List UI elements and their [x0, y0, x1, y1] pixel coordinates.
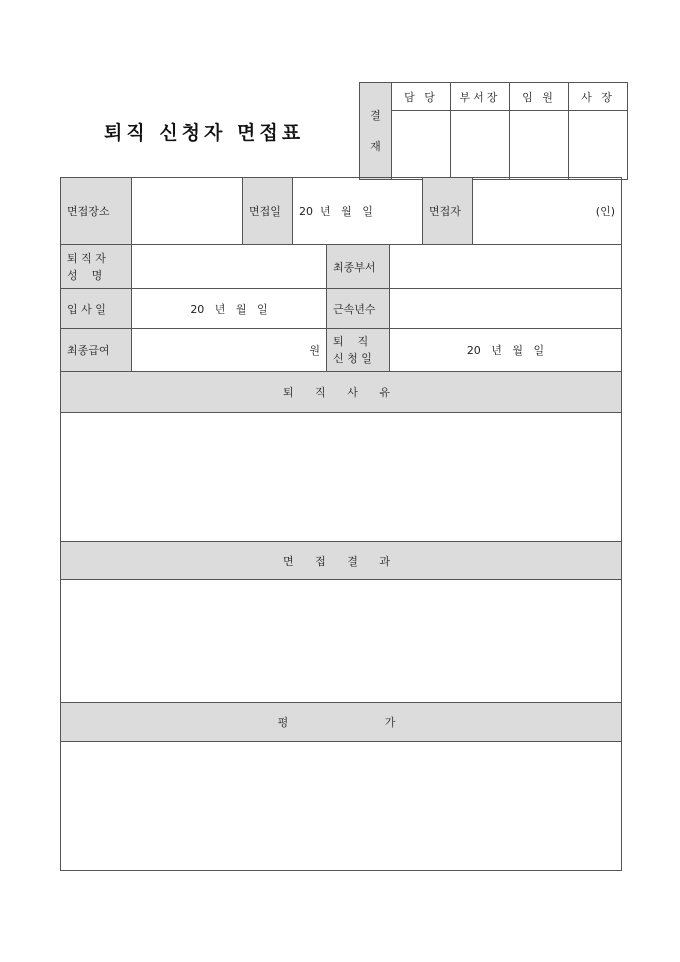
retiree-name-label-line1: 퇴 직 자 — [67, 251, 106, 265]
approval-role-president: 사 장 — [569, 83, 628, 111]
approval-sign-executive[interactable] — [510, 111, 569, 180]
resignation-date-label-line1: 퇴 직 — [333, 335, 369, 348]
approval-label-bottom: 재 — [370, 140, 381, 153]
final-department-label: 최종부서 — [327, 245, 390, 289]
approval-label-top: 결 — [370, 109, 381, 122]
final-salary-field[interactable]: 원 — [132, 329, 327, 372]
interview-result-field[interactable] — [61, 580, 622, 703]
years-of-service-field[interactable] — [390, 289, 622, 329]
resignation-date-field[interactable]: 20 년 월 일 — [390, 329, 622, 372]
join-date-field[interactable]: 20 년 월 일 — [132, 289, 327, 329]
approval-role-dept-head: 부서장 — [451, 83, 510, 111]
evaluation-header: 평 가 — [61, 703, 622, 742]
interviewer-label: 면접자 — [423, 178, 473, 245]
join-date-label: 입 사 일 — [61, 289, 132, 329]
retirement-reason-header: 퇴 직 사 유 — [61, 372, 622, 413]
retiree-name-label-line2: 성 명 — [67, 268, 103, 282]
resignation-date-label — [327, 329, 390, 372]
approval-sign-staff[interactable] — [392, 111, 451, 180]
interview-date-field[interactable]: 20 년 월 일 — [293, 178, 423, 245]
approval-role-executive: 임 원 — [510, 83, 569, 111]
interview-place-label: 면접장소 — [61, 178, 132, 245]
evaluation-field[interactable] — [61, 742, 622, 871]
retiree-name-field[interactable] — [132, 245, 327, 289]
approval-role-staff: 담 당 — [392, 83, 451, 111]
retiree-name-label — [61, 245, 132, 289]
years-of-service-label: 근속년수 — [327, 289, 390, 329]
approval-sign-dept-head[interactable] — [451, 111, 510, 180]
interview-date-label: 면접일 — [243, 178, 293, 245]
resignation-date-label-line2: 신 청 일 — [333, 352, 372, 365]
final-department-field[interactable] — [390, 245, 622, 289]
interviewer-seal[interactable]: (인) — [473, 178, 622, 245]
approval-sign-president[interactable] — [569, 111, 628, 180]
interview-form — [60, 177, 622, 871]
final-salary-label: 최종급여 — [61, 329, 132, 372]
retirement-reason-field[interactable] — [61, 413, 622, 542]
document-title: 퇴직 신청자 면접표 — [104, 122, 305, 144]
interview-place-field[interactable] — [132, 178, 243, 245]
approval-box — [359, 82, 628, 180]
approval-label — [360, 83, 392, 180]
interview-result-header: 면 접 결 과 — [61, 542, 622, 580]
